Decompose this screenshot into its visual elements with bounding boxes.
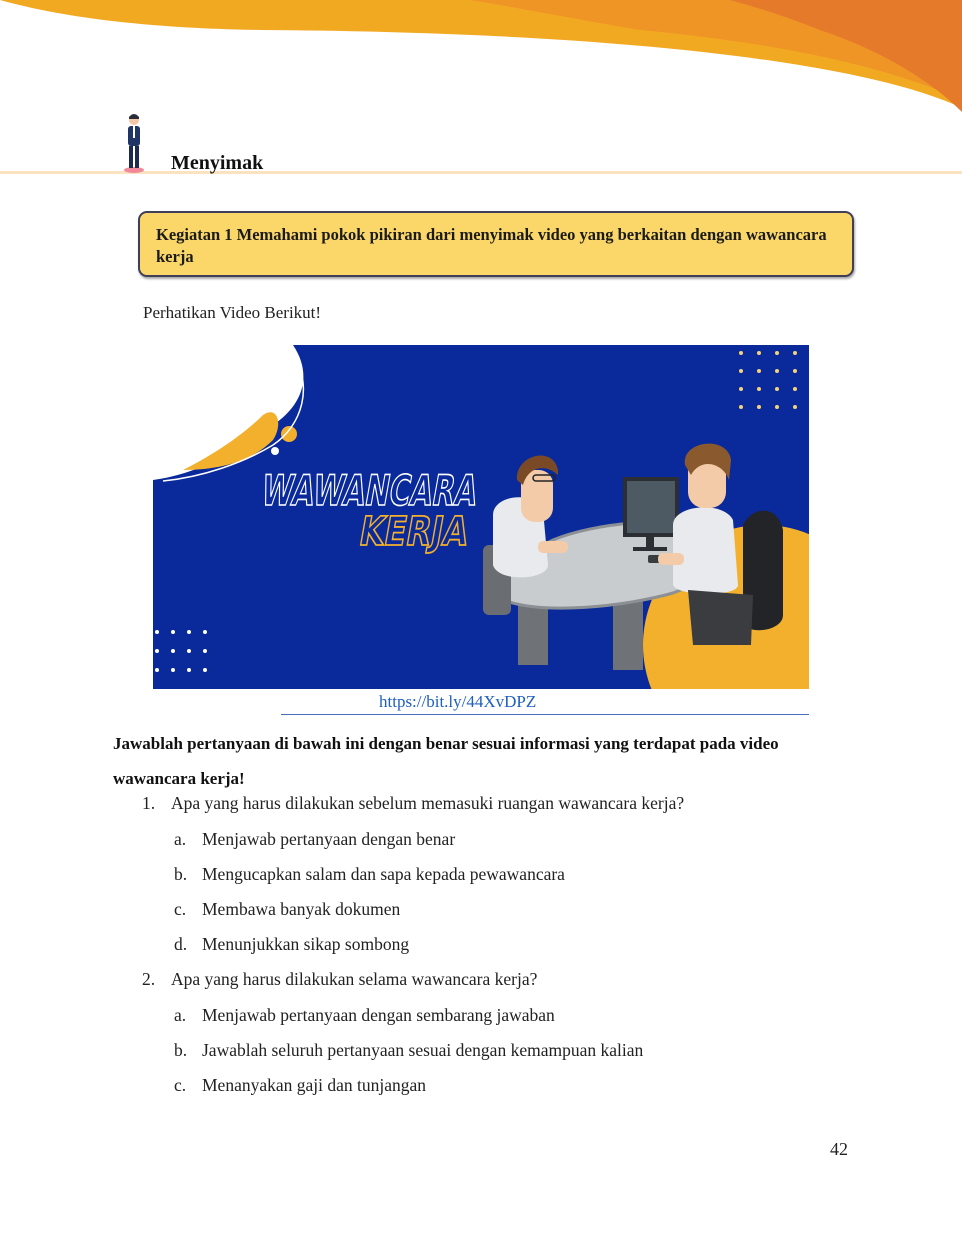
option-1a[interactable] — [174, 829, 455, 850]
video-title-line2: KERJA — [355, 508, 500, 555]
intro-text: Perhatikan Video Berikut! — [143, 303, 322, 322]
option-letter: a. — [174, 829, 187, 849]
option-2b[interactable] — [174, 1040, 643, 1061]
section-title: Menyimak — [171, 152, 264, 174]
video-thumbnail[interactable] — [153, 345, 809, 689]
option-2c[interactable] — [174, 1075, 426, 1096]
option-text: Menanyakan gaji dan tunjangan — [202, 1075, 427, 1095]
question-number: 1. — [142, 793, 156, 813]
standing-man-icon — [118, 112, 150, 174]
option-letter: d. — [174, 934, 188, 954]
question-text: Apa yang harus dilakukan selama wawancara kerja? — [171, 969, 538, 989]
option-1b[interactable] — [174, 864, 565, 885]
option-letter: a. — [174, 1005, 187, 1025]
option-text: Jawablah seluruh pertanyaan sesuai dengan kemampuan kalian — [202, 1040, 644, 1060]
option-letter: b. — [174, 1040, 188, 1060]
option-text: Mengucapkan salam dan sapa kepada pewawancara — [202, 864, 565, 884]
question-number: 2. — [142, 969, 156, 989]
activity-text: Kegiatan 1 Memahami pokok pikiran dari menyimak video yang berkaitan dengan wawancara kerja — [156, 225, 827, 266]
question-text: Apa yang harus dilakukan sebelum memasuki ruangan wawancara kerja? — [171, 793, 685, 813]
option-text: Menjawab pertanyaan dengan sembarang jawaban — [202, 1005, 555, 1025]
option-letter: c. — [174, 899, 187, 919]
option-1d[interactable] — [174, 934, 409, 955]
activity-box — [138, 211, 854, 277]
video-link-row — [281, 692, 809, 715]
question-2 — [142, 969, 537, 990]
video-title-line1: WAWANCARA — [258, 466, 582, 515]
page-number: 42 — [830, 1139, 848, 1159]
option-letter: b. — [174, 864, 188, 884]
option-letter: c. — [174, 1075, 187, 1095]
question-1 — [142, 793, 684, 814]
video-illustration — [153, 345, 809, 689]
option-text: Membawa banyak dokumen — [202, 899, 401, 919]
option-text: Menjawab pertanyaan dengan benar — [202, 829, 456, 849]
instruction-text: Jawablah pertanyaan di bawah ini dengan benar sesuai informasi yang terdapat pada video wawancara kerja! — [113, 734, 779, 788]
option-2a[interactable] — [174, 1005, 555, 1026]
video-link[interactable]: https://bit.ly/44XvDPZ — [379, 692, 537, 711]
option-text: Menunjukkan sikap sombong — [202, 934, 410, 954]
option-1c[interactable] — [174, 899, 400, 920]
